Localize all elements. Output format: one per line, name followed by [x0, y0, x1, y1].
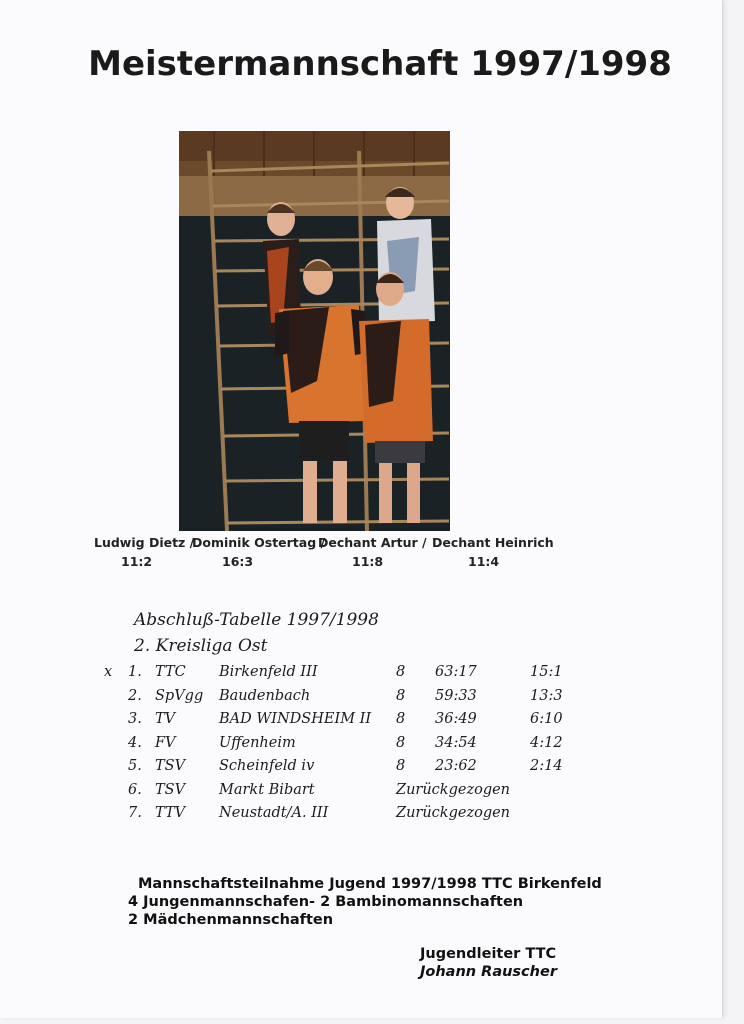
row-points: 15:1: [530, 664, 563, 680]
signature-role: Jugendleiter TTC: [420, 946, 557, 962]
table-row: [0, 782, 722, 804]
row-rank: 3.: [128, 711, 142, 727]
player-name: Ludwig Dietz /: [94, 535, 195, 550]
row-club: FV: [155, 734, 176, 751]
row-games: 8: [396, 711, 406, 727]
page-title: Meistermannschaft 1997/1998: [88, 44, 672, 84]
row-points: 13:3: [530, 687, 563, 704]
table-title: Abschluß-Tabelle 1997/1998: [134, 610, 379, 630]
row-club: SpVgg: [155, 687, 204, 704]
row-club: TTC: [155, 664, 186, 680]
row-rank: 1.: [128, 664, 142, 680]
row-town: Markt Bibart: [219, 781, 315, 798]
row-sets: 23:62: [435, 758, 477, 774]
footer-line: Mannschaftsteilnahme Jugend 1997/1998 TTC Birkenfeld: [138, 876, 602, 892]
league-name: 2. Kreisliga Ost: [134, 636, 268, 656]
row-town: Uffenheim: [219, 734, 296, 751]
player-name: Dominik Ostertag /: [192, 535, 326, 550]
row-points: 2:14: [530, 758, 563, 774]
table-row: [0, 711, 722, 733]
row-rank: 7.: [128, 805, 142, 821]
row-town: Birkenfeld III: [219, 664, 318, 680]
row-rank: 4.: [128, 734, 142, 751]
player-name: Dechant Artur /: [318, 535, 427, 550]
row-games: 8: [396, 758, 406, 774]
signature-name: Johann Rauscher: [420, 964, 557, 980]
row-games: 8: [396, 664, 406, 680]
team-photo: [179, 131, 450, 531]
row-rank: 2.: [128, 687, 142, 704]
row-rank: 5.: [128, 758, 142, 774]
player-score: 16:3: [222, 554, 254, 569]
row-town: Baudenbach: [219, 687, 311, 704]
row-points: 4:12: [530, 734, 563, 751]
footer-line: 4 Jungenmannschafen- 2 Bambinomannschaften: [128, 894, 524, 910]
table-row: [0, 664, 722, 686]
row-sets: 34:54: [435, 734, 477, 751]
row-games: 8: [396, 734, 406, 751]
row-note: Zurückgezogen: [396, 781, 511, 798]
player-name: Dechant Heinrich: [432, 535, 554, 550]
row-mark: x: [104, 664, 113, 680]
player-score: 11:8: [352, 554, 384, 569]
table-row: [0, 688, 722, 710]
player-score: 11:2: [121, 554, 153, 569]
row-rank: 6.: [128, 781, 142, 798]
footer-line: 2 Mädchenmannschaften: [128, 912, 334, 928]
row-club: TTV: [155, 805, 186, 821]
row-sets: 59:33: [435, 687, 477, 704]
row-club: TSV: [155, 758, 186, 774]
row-points: 6:10: [530, 711, 563, 727]
row-club: TSV: [155, 781, 186, 798]
row-note: Zurückgezogen: [396, 805, 511, 821]
row-sets: 63:17: [435, 664, 477, 680]
row-games: 8: [396, 687, 406, 704]
row-town: BAD WINDSHEIM II: [219, 711, 372, 727]
table-row: [0, 805, 722, 827]
row-club: TV: [155, 711, 176, 727]
row-town: Scheinfeld iv: [219, 758, 315, 774]
row-town: Neustadt/A. III: [219, 805, 329, 821]
table-row: [0, 735, 722, 757]
table-row: [0, 758, 722, 780]
player-score: 11:4: [468, 554, 500, 569]
team-photo-image: [179, 131, 450, 531]
row-sets: 36:49: [435, 711, 477, 727]
